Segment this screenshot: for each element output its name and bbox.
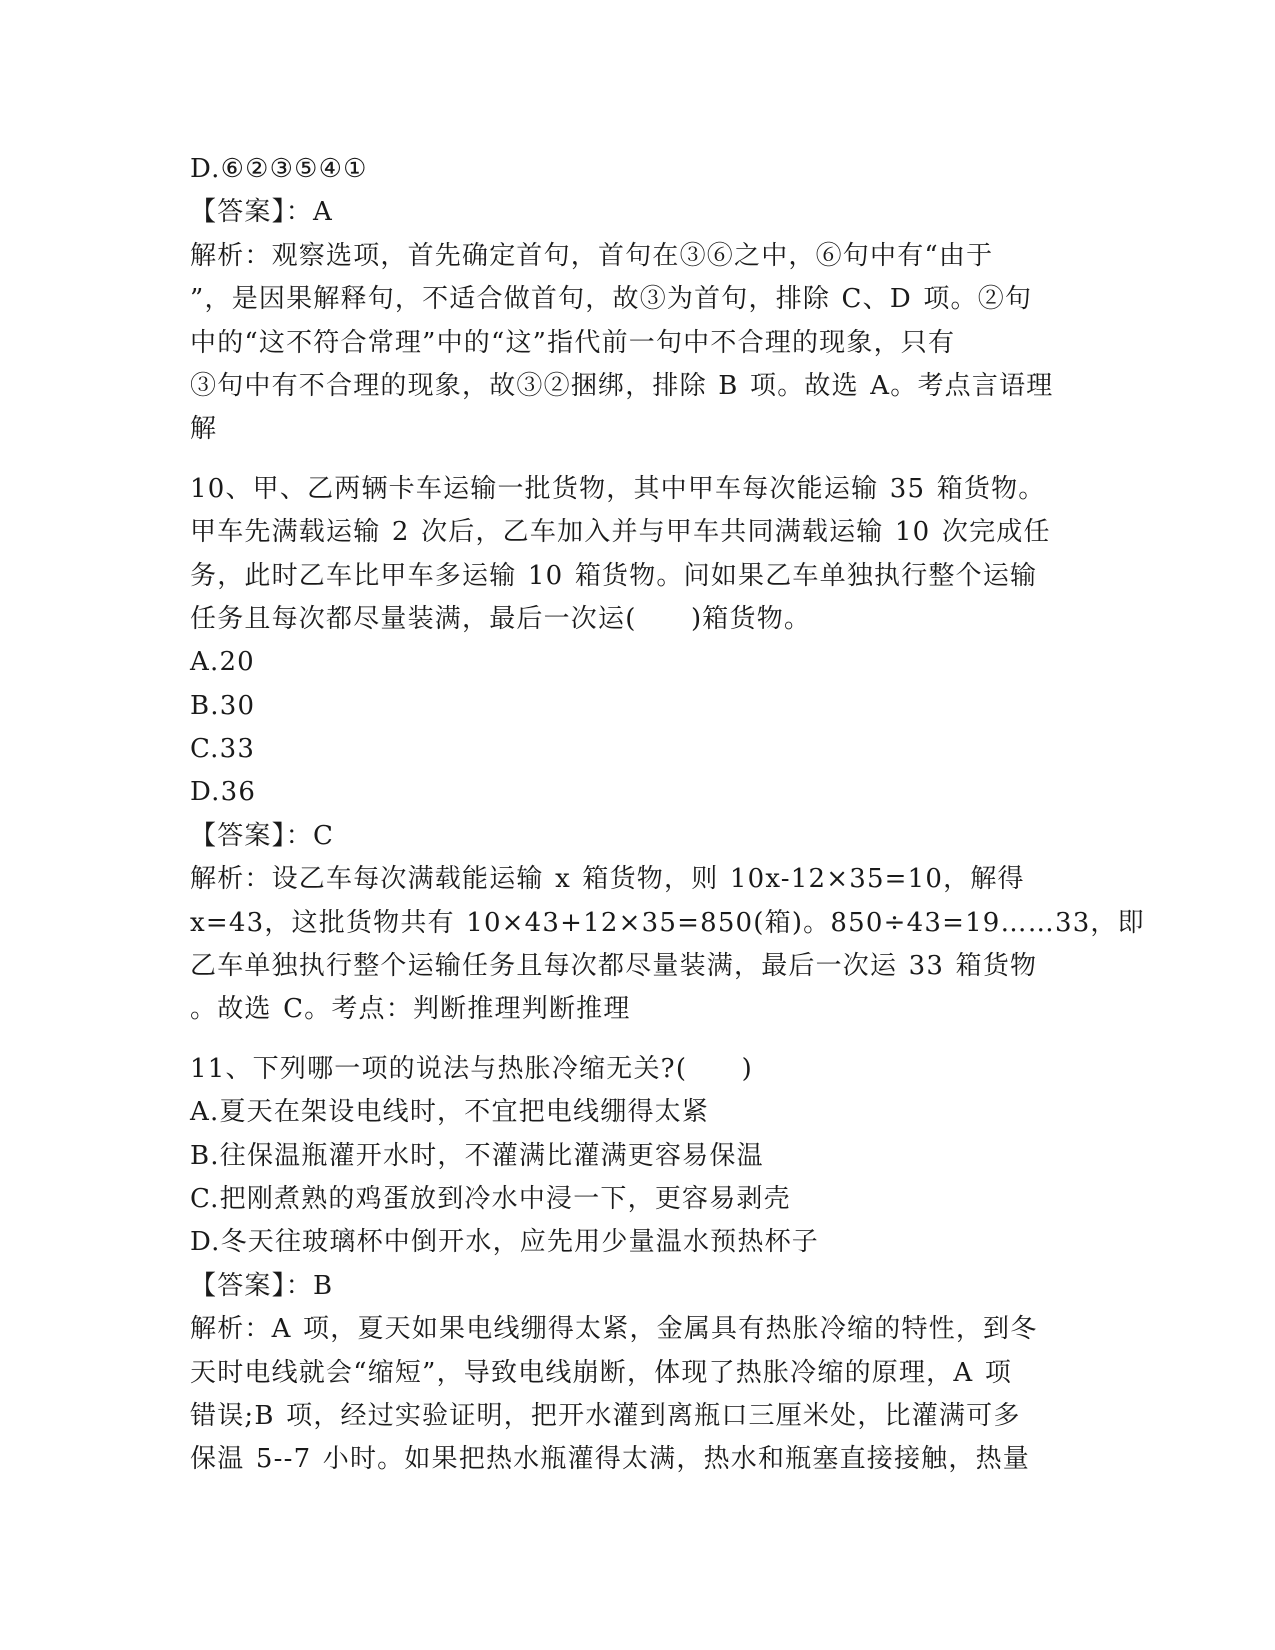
q10-explanation-line: x=43，这批货物共有 10×43+12×35=850(箱)。850÷43=19……33，即 <box>190 907 1145 938</box>
q10-question-line: 任务且每次都尽量装满，最后一次运( )箱货物。 <box>190 603 812 634</box>
q9-explanation-line: ③句中有不合理的现象，故③②捆绑，排除 B 项。故选 A。考点言语理 <box>190 370 1054 401</box>
q10-answer: 【答案】：C <box>190 820 335 851</box>
q11-option-c: C.把刚煮熟的鸡蛋放到冷水中浸一下，更容易剥壳 <box>190 1183 791 1214</box>
q9-option-d: D.⑥②③⑤④① <box>190 154 368 184</box>
q11-explanation-line: 保温 5--7 小时。如果把热水瓶灌得太满，热水和瓶塞直接接触，热量 <box>190 1444 1030 1475</box>
q10-question <box>190 468 1090 642</box>
q10-option-b: B.30 <box>190 690 256 721</box>
question-11-section <box>190 1048 1090 1482</box>
q11-option-a: A.夏天在架设电线时，不宜把电线绷得太紧 <box>190 1097 710 1128</box>
q10-question-line: 务，此时乙车比甲车多运输 10 箱货物。问如果乙车单独执行整个运输 <box>190 560 1038 591</box>
question-10-section <box>190 468 1145 1032</box>
q9-answer: 【答案】：A <box>190 197 333 228</box>
q9-explanation-line: ”，是因果解释句，不适合做首句，故③为首句，排除 C、D 项。②句 <box>190 284 1033 315</box>
q9-explanation-line: 中的“这不符合常理”中的“这”指代前一句中不合理的现象，只有 <box>190 327 956 358</box>
q10-explanation-line: 乙车单独执行整个运输任务且每次都尽量装满，最后一次运 33 箱货物 <box>190 951 1038 982</box>
q11-explanation-line: 错误;B 项，经过实验证明，把开水灌到离瓶口三厘米处，比灌满可多 <box>190 1400 1021 1431</box>
q10-explanation-line: 。故选 C。考点：判断推理判断推理 <box>190 994 631 1025</box>
q11-question: 11、下列哪一项的说法与热胀冷缩无关?( ) <box>190 1053 753 1084</box>
q10-option-c: C.33 <box>190 734 256 765</box>
q11-option-d: D.冬天往玻璃杯中倒开水，应先用少量温水预热杯子 <box>190 1227 819 1258</box>
q10-explanation-line: 解析：设乙车每次满载能运输 x 箱货物，则 10x-12×35=10，解得 <box>190 864 1025 895</box>
q11-explanation-line: 解析：A 项，夏天如果电线绷得太紧，金属具有热胀冷缩的特性，到冬 <box>190 1314 1038 1345</box>
q11-options <box>190 1091 1090 1265</box>
q9-explanation-line: 解 <box>190 414 218 445</box>
q10-explanation <box>190 858 1145 1032</box>
q11-option-b: B.往保温瓶灌开水时，不灌满比灌满更容易保温 <box>190 1140 764 1171</box>
document-content <box>190 148 1145 1482</box>
q10-options <box>190 641 1090 815</box>
q9-explanation <box>190 235 1090 452</box>
q10-option-d: D.36 <box>190 777 257 808</box>
q11-explanation-line: 天时电线就会“缩短”，导致电线崩断，体现了热胀冷缩的原理，A 项 <box>190 1357 1013 1388</box>
question-9-section <box>190 148 1090 452</box>
q11-explanation <box>190 1308 1090 1482</box>
q10-option-a: A.20 <box>190 647 255 678</box>
q11-answer: 【答案】：B <box>190 1270 334 1301</box>
q10-question-line: 甲车先满载运输 2 次后，乙车加入并与甲车共同满载运输 10 次完成任 <box>190 517 1051 548</box>
q9-explanation-line: 解析：观察选项，首先确定首句，首句在③⑥之中，⑥句中有“由于 <box>190 240 994 271</box>
q10-question-line: 10、甲、乙两辆卡车运输一批货物，其中甲车每次能运输 35 箱货物。 <box>190 473 1046 504</box>
